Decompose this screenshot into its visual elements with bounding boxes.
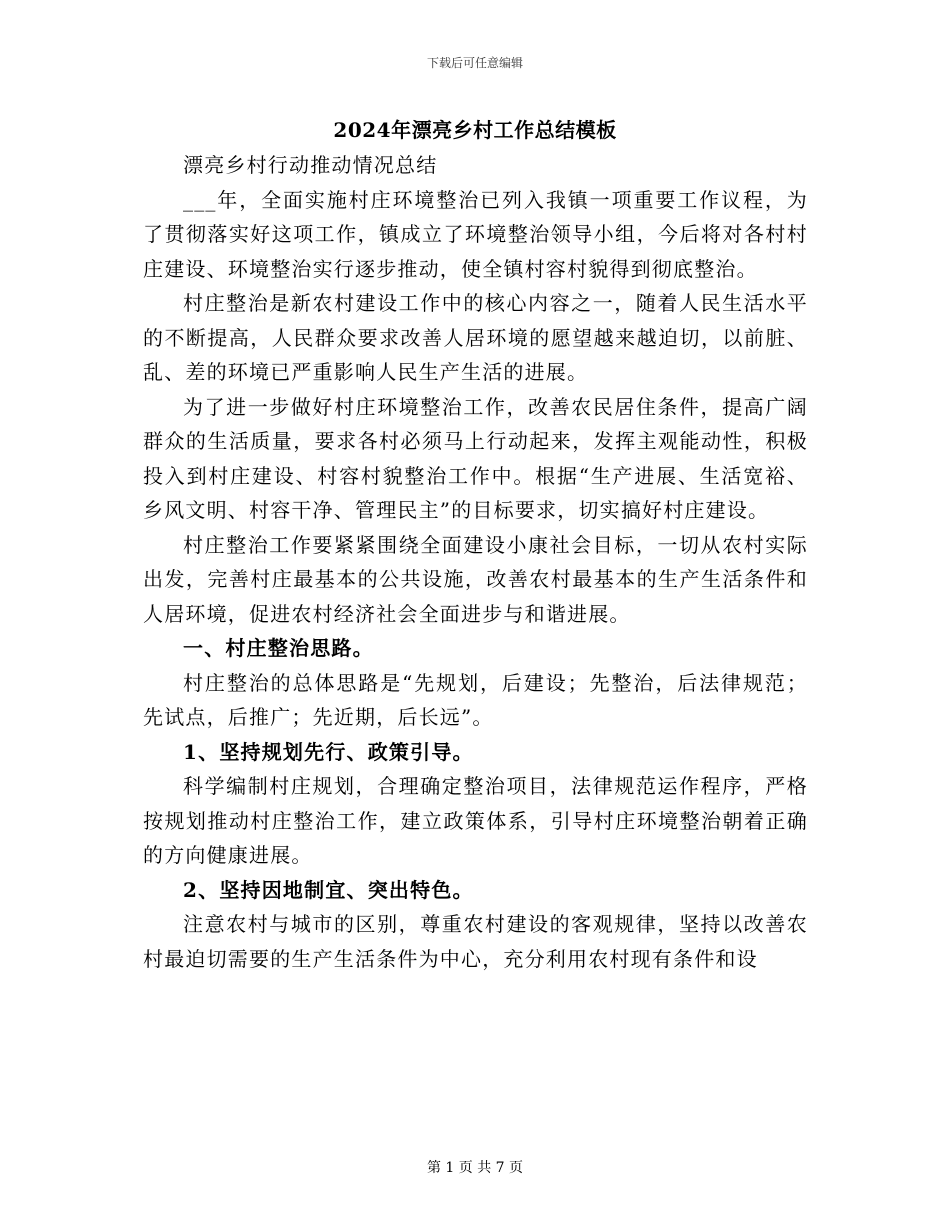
paragraph: 漂亮乡村行动推动情况总结: [183, 153, 438, 177]
page-footer: 第 1 页 共 7 页: [426, 1160, 524, 1176]
paragraph: 注意农村与城市的区别，尊重农村建设的客观规律，坚持以改善农村最迫切需要的生产生活条件为中心，充分利用农村现有条件和设: [143, 912, 808, 971]
paragraph: 村庄整治工作要紧紧围绕全面建设小康社会目标，一切从农村实际出发，完善村庄最基本的公共设施，改善农村最基本的生产生活条件和人居环境，促进农村经济社会全面进步与和谐进展。: [143, 532, 808, 626]
document-body: [143, 148, 808, 976]
section-heading: 2、坚持因地制宜、突出特色。: [183, 877, 474, 902]
section-heading: 一、村庄整治思路。: [183, 636, 374, 660]
paragraph: 科学编制村庄规划，合理确定整治项目，法律规范运作程序，严格按规划推动村庄整治工作，建立政策体系，引导村庄环境整治朝着正确的方向健康进展。: [143, 774, 808, 867]
section-heading: 1、坚持规划先行、政策引导。: [183, 739, 474, 764]
header-note: 下载后可任意编辑: [426, 56, 523, 70]
paragraph: 村庄整治是新农村建设工作中的核心内容之一，随着人民生活水平的不断提高，人民群众要求改善人居环境的愿望越来越迫切，以前脏、乱、差的环境已严重影响人民生产生活的进展。: [143, 291, 808, 384]
paragraph: 村庄整治的总体思路是“先规划，后建设；先整治，后法律规范；先试点，后推广；先近期，后长远”。: [143, 670, 808, 729]
paragraph: ___年，全面实施村庄环境整治已列入我镇一项重要工作议程，为了贯彻落实好这项工作，镇成立了环境整治领导小组，今后将对各村村庄建设、环境整治实行逐步推动，使全镇村容村貌得到彻底整治。: [143, 187, 808, 281]
document-title: 2024年漂亮乡村工作总结模板: [333, 118, 617, 142]
paragraph: 为了进一步做好村庄环境整治工作，改善农民居住条件，提高广阔群众的生活质量，要求各村必须马上行动起来，发挥主观能动性，积极投入到村庄建设、村容村貌整治工作中。根据“生产进展、生活宽裕、乡风文明、村容干净、管理民主”的目标要求，切实搞好村庄建设。: [143, 394, 808, 522]
